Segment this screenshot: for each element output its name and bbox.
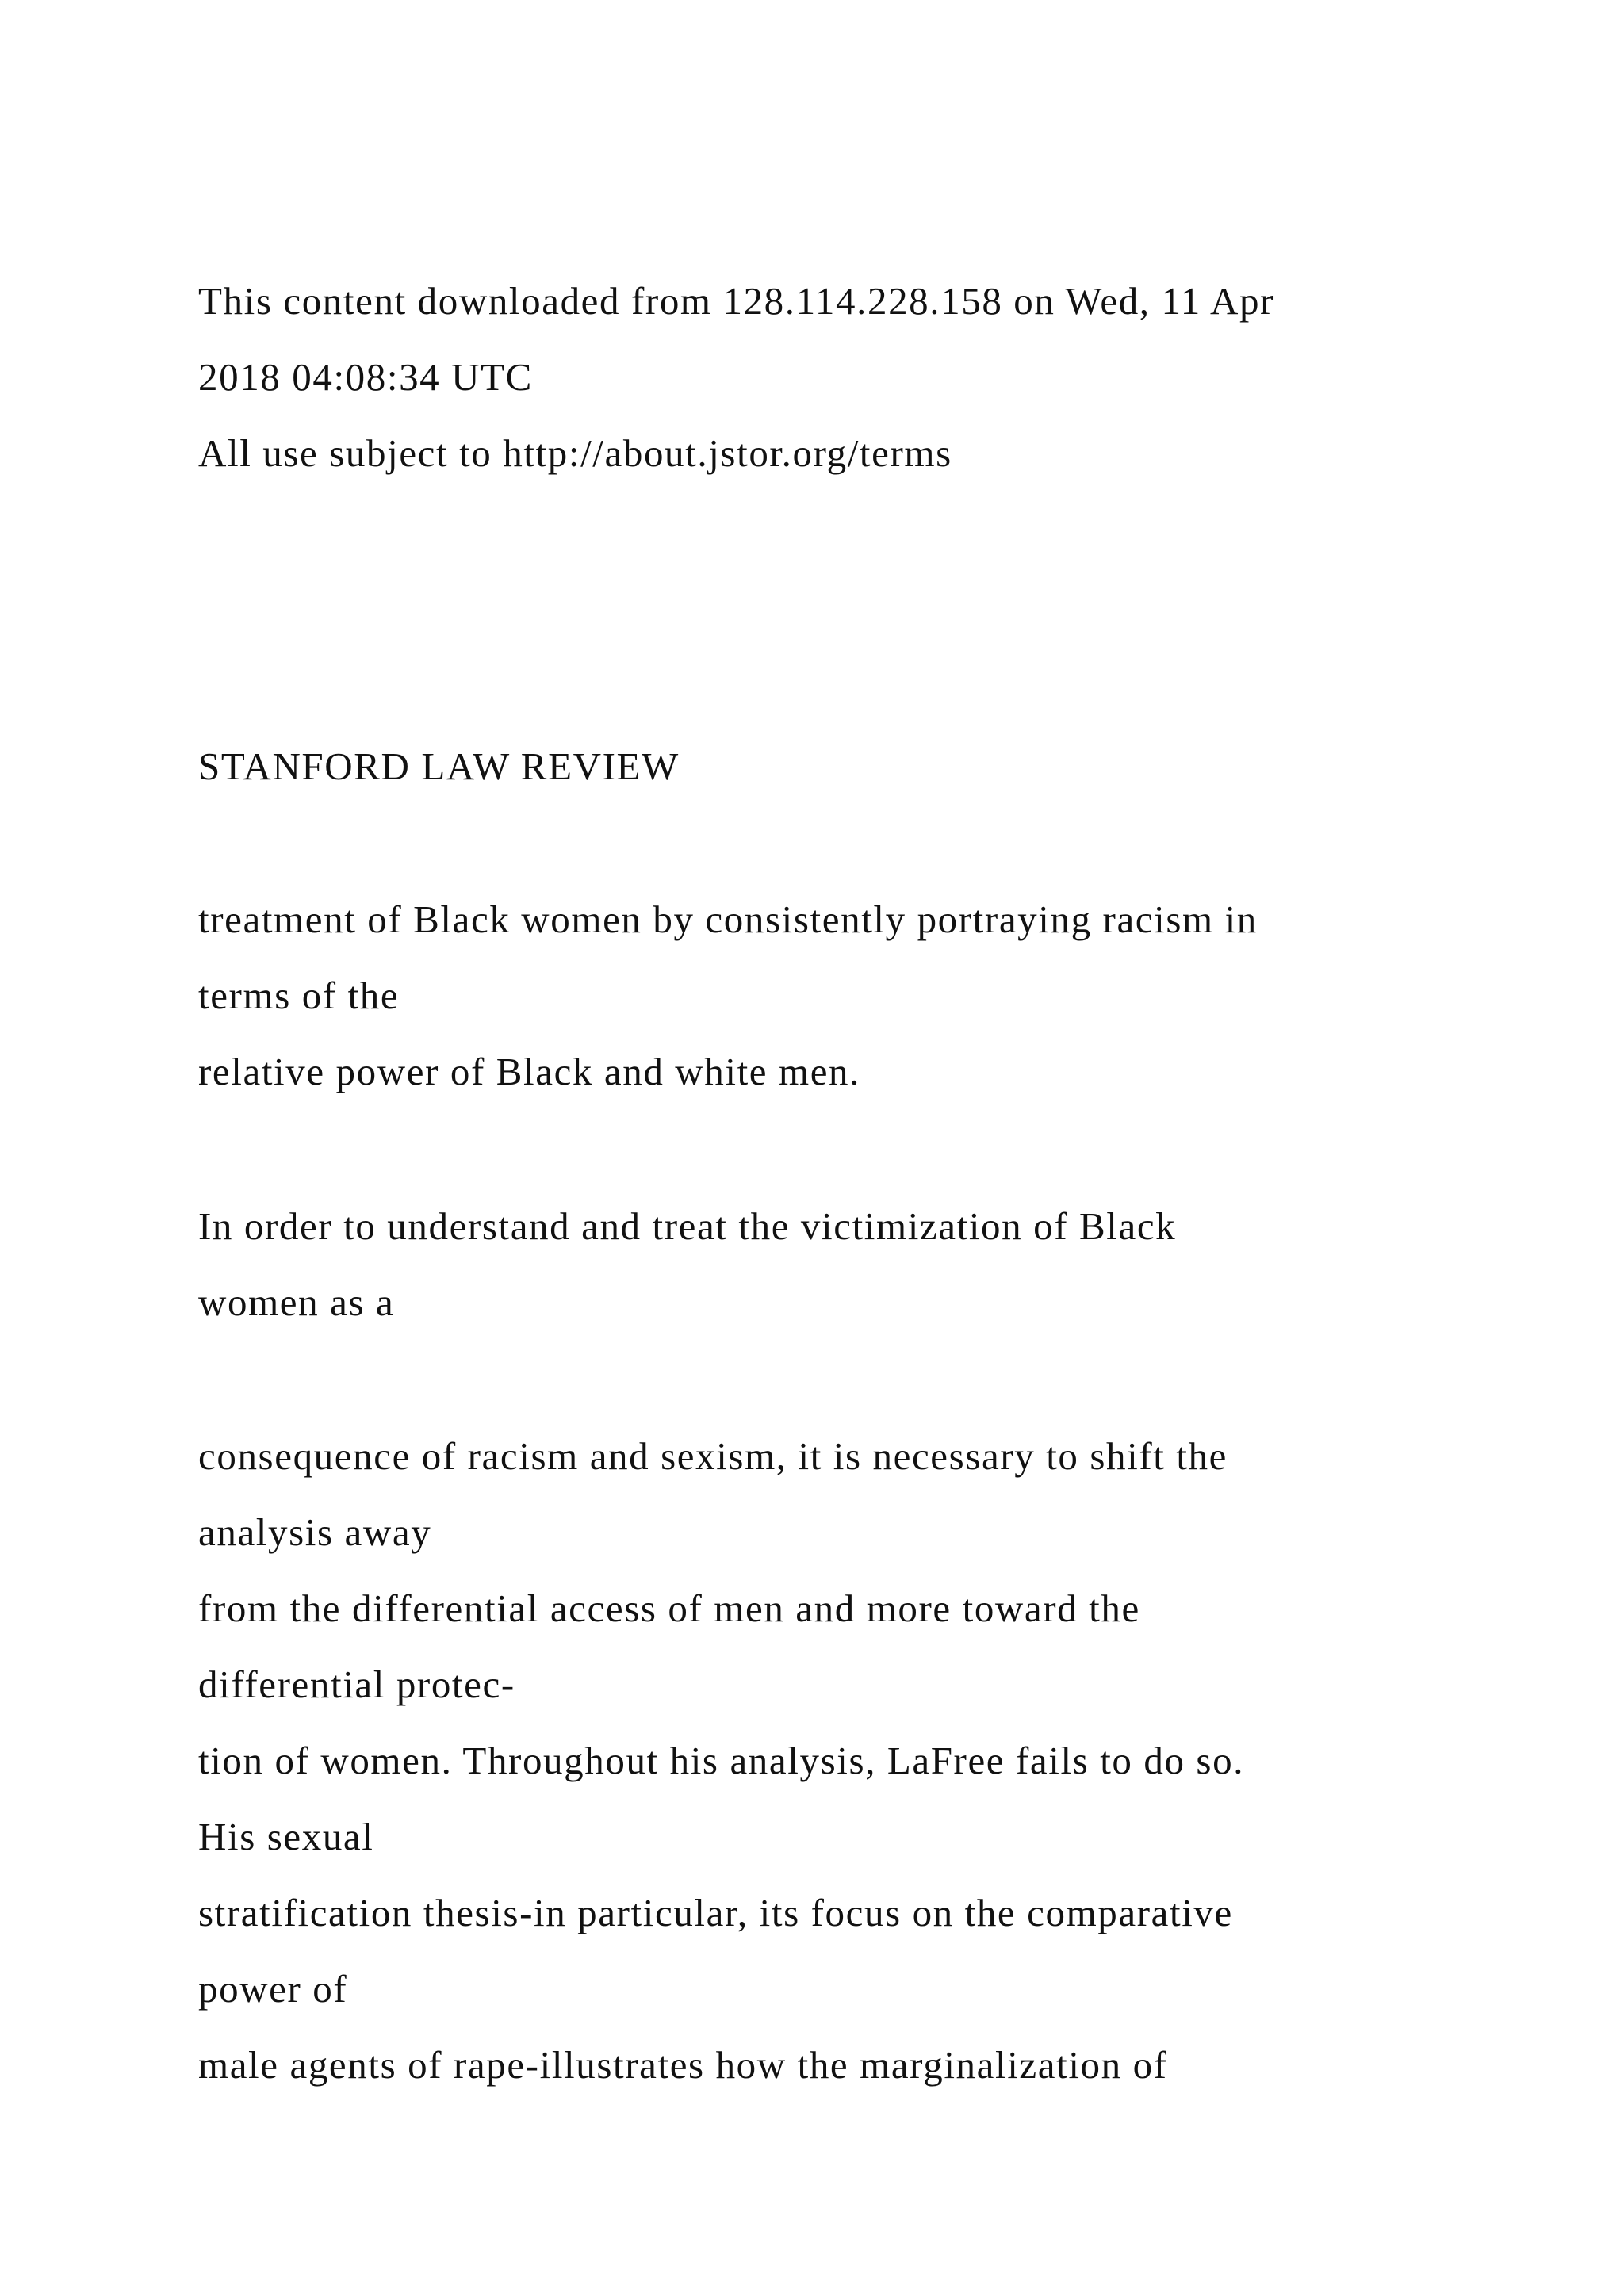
body-text-line: tion of women. Throughout his analysis, LaFree fails to do so. (198, 1739, 1245, 1782)
body-text-line: consequence of racism and sexism, it is necessary to shift the (198, 1434, 1228, 1478)
body-text-line: His sexual (198, 1815, 374, 1858)
body-text-line: differential protec- (198, 1663, 515, 1706)
terms-notice: All use subject to http://about.jstor.org/terms (198, 431, 952, 475)
body-text-line: women as a (198, 1280, 395, 1324)
journal-title: STANFORD LAW REVIEW (198, 744, 680, 788)
body-text-line: stratification thesis-in particular, its focus on the comparative (198, 1891, 1233, 1934)
download-notice-line-2: 2018 04:08:34 UTC (198, 355, 533, 399)
body-text-line: power of (198, 1967, 348, 2011)
body-text-line: from the differential access of men and more toward the (198, 1586, 1140, 1630)
body-text-line: terms of the (198, 974, 400, 1017)
download-notice-line-1: This content downloaded from 128.114.228.158 on Wed, 11 Apr (198, 279, 1275, 323)
body-text-line: male agents of rape-illustrates how the marginalization of (198, 2043, 1168, 2087)
body-text-line: relative power of Black and white men. (198, 1050, 860, 1093)
body-text-line: analysis away (198, 1510, 432, 1554)
body-text-line: In order to understand and treat the victimization of Black (198, 1204, 1177, 1248)
body-text-line: treatment of Black women by consistently portraying racism in (198, 897, 1258, 941)
